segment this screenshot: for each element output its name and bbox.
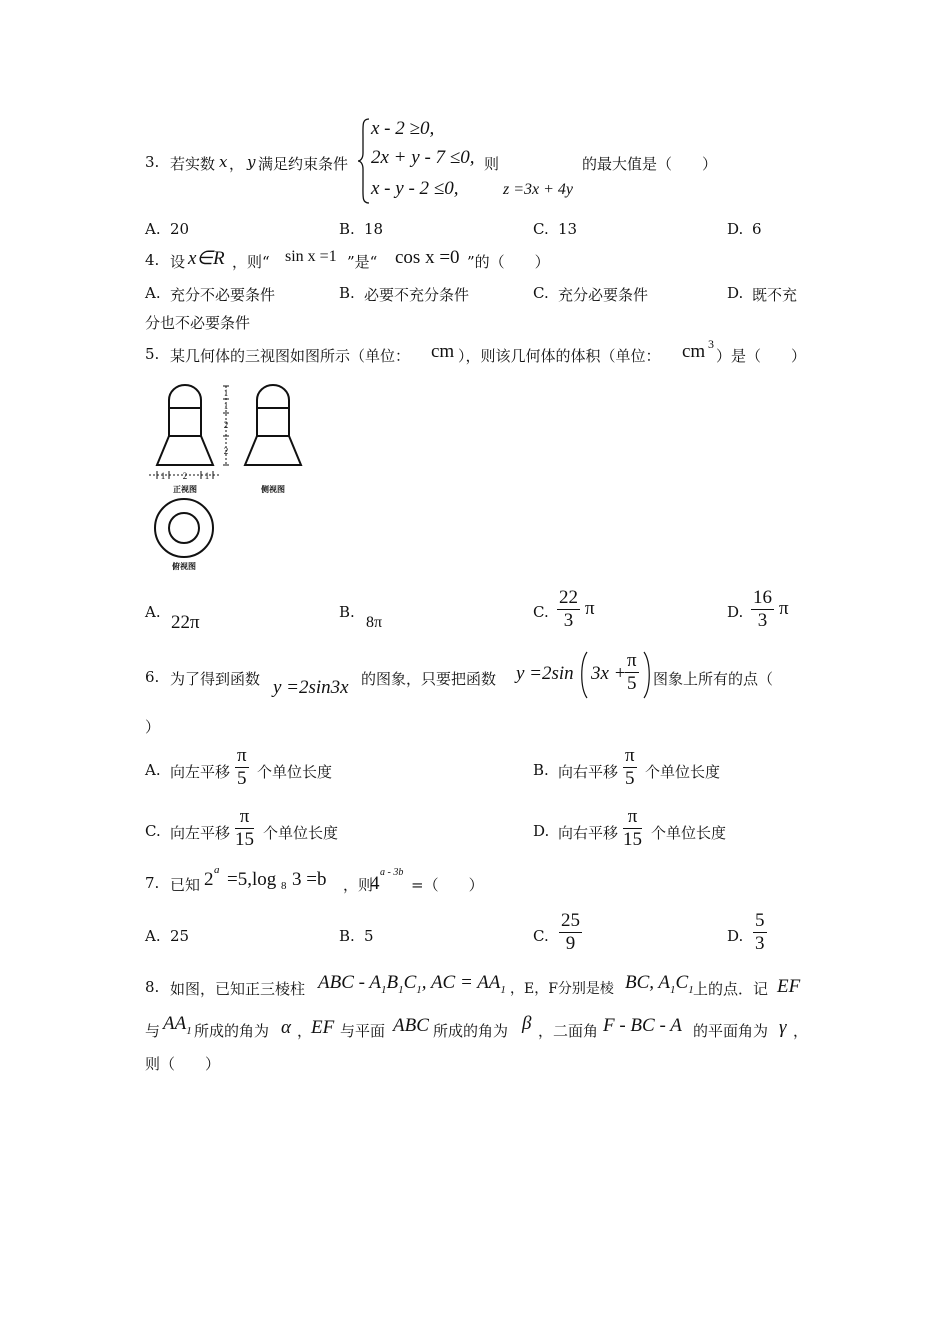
base-dim-1: 1 (160, 471, 166, 481)
q5-option-b: 8π (366, 614, 383, 631)
q6-option-c-fraction (235, 806, 254, 851)
base-dim-2: 2 (182, 471, 188, 481)
q8-edges-text: BC, A (625, 972, 671, 993)
q3-stem-b: 满足约束条件 (258, 155, 349, 173)
q5-number: 5. (145, 345, 160, 363)
dim-label-2: 1 (223, 401, 229, 411)
q6-option-a-den: 5 (237, 768, 247, 789)
q8-ef-2: EF (311, 1017, 335, 1038)
q3-constraint-3: x - y - 2 ≤0, (371, 178, 459, 199)
q8-line2-e: 所成的角为 (433, 1022, 509, 1040)
base-dim-3: 1 (204, 471, 210, 481)
q6-function-2-fraction (625, 650, 639, 695)
q6-option-c-den: 15 (235, 829, 254, 850)
q7-base-4: 4 (370, 873, 380, 894)
q6-stem-a: 为了得到函数 (170, 670, 261, 688)
q3-option-b-label: B. (339, 220, 355, 238)
front-view-label: 正视图 (173, 485, 197, 494)
q5-stem-c: ）是（ ） (716, 347, 807, 365)
q6-option-c-label: C. (145, 822, 161, 840)
q6-fraction-denominator: 5 (627, 673, 637, 694)
q6-option-b-num: π (625, 745, 635, 766)
top-view-label: 俯视图 (172, 562, 196, 571)
q7-base-2: 2 (204, 869, 214, 890)
q6-fraction-numerator: π (627, 650, 637, 671)
q7-stem-c: =（ ） (411, 876, 484, 894)
q5-option-d-fraction (751, 587, 774, 632)
q5-unit-2-exponent: 3 (708, 337, 714, 351)
q6-option-d-num: π (623, 806, 642, 829)
q5-unit-1: cm (431, 341, 455, 362)
q6-option-b-post: 个单位长度 (645, 763, 721, 781)
q8-number: 8. (145, 978, 160, 996)
q8-alpha: α (281, 1017, 291, 1038)
q4-p2: cos x =0 (395, 247, 460, 268)
q4-stem-a: 设 (170, 253, 186, 271)
q3-objective: z =3x + 4y (503, 181, 574, 198)
q3-option-c: 13 (558, 220, 578, 238)
q3-tail: 的最大值是（ ） (582, 155, 718, 173)
q3-left-brace (357, 117, 371, 205)
q5-stem-b: ），则该几何体的体积（单位： (458, 347, 661, 365)
q4-stem-b: ，则“ (232, 253, 270, 271)
side-view-label: 侧视图 (261, 485, 285, 494)
q6-option-c-post: 个单位长度 (263, 824, 339, 842)
q3-var-x: x (219, 153, 228, 171)
q6-option-c-num: π (235, 806, 254, 829)
q7-log-base: 8 (281, 880, 287, 892)
q5-stem-a: 某几何体的三视图如图所示（单位： (170, 347, 411, 365)
q5-option-d-label: D. (727, 603, 744, 621)
q6-stem-c: 图象上所有的点（ (653, 670, 774, 688)
q8-stem-b: ，E，F分别是棱 (510, 981, 614, 997)
q8-stem-a: 如图，已知正三棱柱 (170, 980, 306, 998)
q5-option-c-fraction (557, 587, 580, 632)
q5-option-a: 22π (171, 612, 200, 633)
q8-edges: BC, $A_1C_1$ (625, 972, 694, 996)
q4-stem-d: ”的（ ） (467, 253, 550, 271)
q3-option-a: 20 (170, 220, 190, 238)
q3-number: 3. (145, 153, 160, 171)
q5-option-c-denominator: 3 (563, 610, 574, 631)
front-view (157, 385, 213, 465)
q8-line2-c: ， (297, 1022, 313, 1040)
q4-condition: x∈R (188, 248, 225, 269)
q6-option-d-label: D. (533, 822, 550, 840)
dim-label-1: 1 (223, 388, 229, 398)
q6-option-d-den: 15 (623, 829, 642, 850)
q7-option-c-fraction (559, 910, 582, 955)
q7-option-c-den: 9 (565, 933, 576, 954)
q3-then: 则 (484, 155, 500, 173)
side-view (245, 385, 301, 465)
q7-exp-a: a (214, 864, 220, 876)
q4-p1: sin x =1 (285, 248, 337, 265)
q5-unit-2: cm (682, 341, 706, 362)
q7-given: =5,log (227, 869, 277, 890)
q6-option-c-pre: 向左平移 (170, 824, 231, 842)
q8-prism: ABC - $A_1B_1C_1$, AC = $AA_1$ (318, 972, 506, 996)
q6-stem-b: 的图象，只要把函数 (361, 670, 497, 688)
q8-line2-d: 与平面 (340, 1022, 386, 1040)
q8-prism-text: ABC - A (318, 972, 381, 993)
q8-line3: 则（ ） (145, 1055, 221, 1073)
q4-option-b: 必要不充分条件 (364, 286, 470, 304)
q3-option-c-label: C. (533, 220, 549, 238)
q8-line2-g: 的平面角为 (693, 1022, 769, 1040)
q6-left-paren (579, 650, 589, 700)
q3-option-b: 18 (364, 220, 384, 238)
q7-exponent: a - 3b (380, 867, 404, 878)
q7-option-b-label: B. (339, 927, 355, 945)
q5-option-c-numerator: 22 (559, 587, 578, 608)
q6-option-a-post: 个单位长度 (257, 763, 333, 781)
q6-function-1: y =2sin3x (273, 677, 349, 698)
q8-line2-b: 所成的角为 (194, 1022, 270, 1040)
q6-option-b-pre: 向右平移 (558, 763, 619, 781)
q7-given-b: 3 =b (292, 869, 327, 890)
q6-function-2-left: y =2sin (516, 663, 574, 684)
q7-option-d-den: 3 (755, 933, 765, 954)
q7-number: 7. (145, 874, 160, 892)
q6-option-a-fraction (235, 745, 249, 790)
q4-option-a: 充分不必要条件 (170, 286, 276, 304)
q4-option-d-wrap: 分也不必要条件 (145, 314, 251, 332)
q7-stem-a: 已知 (170, 876, 201, 894)
q7-stem-b: ，则 (343, 876, 374, 894)
q8-abc: ABC (393, 1015, 429, 1036)
q3-option-a-label: A. (145, 220, 161, 238)
q4-option-d-label: D. (727, 284, 744, 302)
q4-option-b-label: B. (339, 284, 355, 302)
dim-label-4: 2 (223, 446, 229, 456)
q5-option-c-pi: π (585, 598, 595, 619)
q4-option-c: 充分必要条件 (558, 286, 649, 304)
q6-option-b-den: 5 (625, 768, 635, 789)
q7-option-b: 5 (364, 927, 374, 945)
q3-option-d-label: D. (727, 220, 744, 238)
q5-option-d-numerator: 16 (753, 587, 772, 608)
q7-option-d-label: D. (727, 927, 744, 945)
q6-option-d-post: 个单位长度 (651, 824, 727, 842)
q7-option-a: 25 (170, 927, 190, 945)
dim-label-3: 2 (223, 420, 229, 430)
q7-option-c-label: C. (533, 927, 549, 945)
q3-stem-a: 若实数 (170, 155, 216, 173)
q5-option-b-label: B. (339, 603, 355, 621)
q6-close: ） (145, 718, 161, 736)
q8-line2-f: ，二面角 (538, 1022, 599, 1040)
q4-stem-c: ”是“ (347, 253, 378, 271)
q8-stem-c: 上的点．记 (693, 980, 769, 998)
q5-option-c-label: C. (533, 603, 549, 621)
q5-option-d-denominator: 3 (757, 610, 768, 631)
q6-option-d-pre: 向右平移 (558, 824, 619, 842)
q7-option-d-num: 5 (755, 910, 765, 931)
q3-sep: ， (229, 155, 245, 173)
q6-option-d-fraction (623, 806, 642, 851)
q3-constraint-2: 2x + y - 7 ≤0, (371, 147, 475, 168)
q6-right-paren (642, 650, 652, 700)
top-view (155, 499, 213, 557)
q6-option-b-label: B. (533, 761, 549, 779)
q8-ef: EF (777, 976, 801, 997)
q3-option-d: 6 (752, 220, 762, 238)
q6-option-a-pre: 向左平移 (170, 763, 231, 781)
q8-line2-a: 与 (145, 1022, 161, 1040)
q5-option-d-pi: π (779, 598, 789, 619)
q8-beta: β (522, 1013, 532, 1034)
q8-aa1: $AA_1$ (163, 1013, 192, 1037)
q5-option-a-label: A. (145, 603, 161, 621)
q8-dihedral: F - BC - A (603, 1015, 682, 1036)
q4-number: 4. (145, 251, 160, 269)
q7-option-c-num: 25 (561, 910, 580, 931)
q6-option-b-fraction (623, 745, 637, 790)
q3-var-y: y (247, 153, 256, 171)
q8-line2-h: ， (793, 1022, 809, 1040)
q6-option-a-label: A. (145, 761, 161, 779)
three-view-figure (140, 380, 320, 575)
q3-constraint-1: x - 2 ≥0, (371, 118, 435, 139)
q8-aa1-text: AA (163, 1013, 187, 1034)
q7-option-d-fraction (753, 910, 767, 955)
q6-function-2-inner: 3x + (591, 663, 627, 684)
q4-option-a-label: A. (145, 284, 161, 302)
q8-gamma: γ (779, 1017, 787, 1038)
q6-number: 6. (145, 668, 160, 686)
q6-option-a-num: π (237, 745, 247, 766)
q7-option-a-label: A. (145, 927, 161, 945)
q4-option-c-label: C. (533, 284, 549, 302)
q4-option-d: 既不充 (752, 286, 798, 304)
